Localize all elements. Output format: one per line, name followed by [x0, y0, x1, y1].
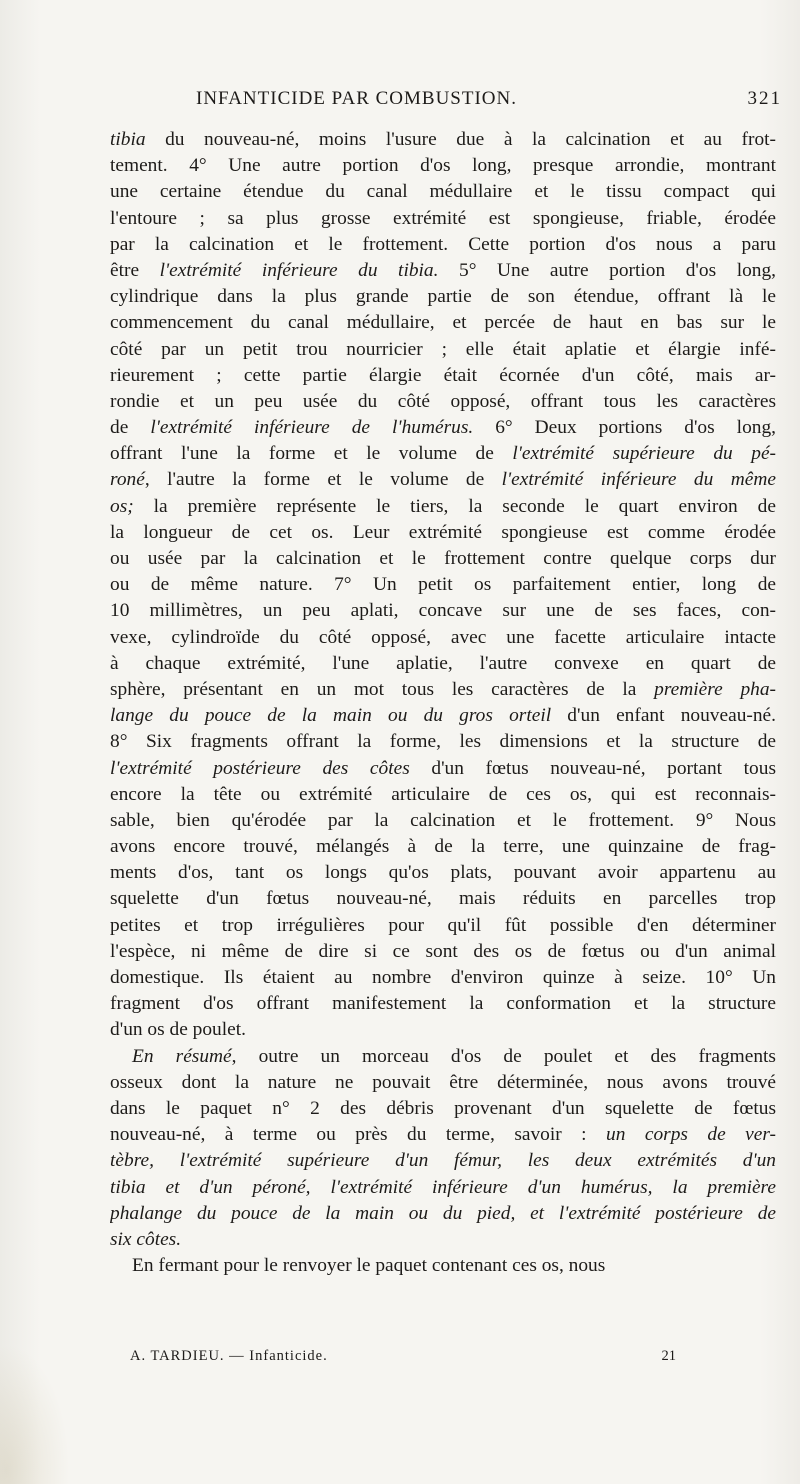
text-run: , outre un morceau d'os de poulet et des fragments: [231, 1045, 776, 1067]
text-line: [110, 1148, 776, 1174]
text-line: [110, 520, 776, 546]
text-line: [110, 206, 776, 232]
text-run: rieurement ; cette partie élargie était écornée d'un côté, mais ar-: [110, 364, 776, 386]
italic-text: En résumé: [132, 1045, 232, 1067]
text-run: dans le paquet n° 2 des débris provenant d'un squelette de fœtus: [110, 1097, 776, 1119]
body-text: [110, 127, 776, 1279]
running-title: INFANTICIDE PAR COMBUSTION.: [196, 88, 517, 109]
text-line: [110, 808, 776, 834]
text-run: nouveau-né, à terme ou près du terme, savoir :: [110, 1124, 607, 1146]
italic-text: tèbre, l'extrémité supérieure d'un fémur, les deux extrémités d'un: [110, 1150, 776, 1172]
italic-text: première pha-: [654, 678, 776, 700]
text-run: squelette d'un fœtus nouveau-né, mais réduits en parcelles trop: [110, 888, 776, 910]
italic-text: roné: [110, 469, 145, 491]
italic-text: os;: [110, 495, 134, 517]
footer-author-reference: A. TARDIEU. — Infanticide.: [130, 1348, 328, 1364]
text-line: [110, 886, 776, 912]
text-run: ments d'os, tant os longs qu'os plats, pouvant avoir appartenu au: [110, 862, 776, 884]
text-line: [110, 939, 776, 965]
text-line: [110, 677, 776, 703]
page-header: [196, 88, 782, 118]
text-line: [110, 965, 776, 991]
text-line: [110, 127, 776, 153]
text-run: d'un enfant nouveau-né.: [551, 705, 776, 727]
text-run: l'entoure ; sa plus grosse extrémité est spongieuse, friable, érodée: [110, 207, 776, 229]
text-run: fragment d'os offrant manifestement la conformation et la structure: [110, 993, 776, 1015]
text-line: [110, 860, 776, 886]
text-line: [110, 494, 776, 520]
text-line: [110, 1122, 776, 1148]
text-line: [110, 546, 776, 572]
text-line: [110, 1253, 776, 1279]
text-line: [110, 913, 776, 939]
text-run: cylindrique dans la plus grande partie de son étendue, offrant là le: [110, 286, 776, 308]
text-run: du nouveau-né, moins l'usure due à la calcination et au frot-: [145, 129, 776, 150]
text-line: [110, 1017, 776, 1043]
text-run: une certaine étendue du canal médullaire et le tissu compact qui: [110, 181, 776, 203]
text-run: domestique. Ils étaient au nombre d'environ quinze à seize. 10° Un: [110, 967, 776, 988]
text-line: [110, 284, 776, 310]
text-line: [110, 232, 776, 258]
text-run: osseux dont la nature ne pouvait être déterminée, nous avons trouvé: [110, 1071, 776, 1093]
text-run: encore la tête ou extrémité articulaire de ces os, qui est reconnais-: [110, 783, 776, 805]
text-line: [110, 1044, 776, 1070]
text-run: sphère, présentant en un mot tous les caractères de la: [110, 678, 655, 700]
text-run: , l'autre la forme et le volume de: [144, 469, 502, 491]
text-line: [110, 415, 776, 441]
text-line: [110, 153, 776, 179]
text-run: vexe, cylindroïde du côté opposé, avec une facette articulaire intacte: [110, 626, 776, 648]
text-line: [110, 598, 776, 624]
text-line: [110, 756, 776, 782]
text-line: [110, 179, 776, 205]
text-line: [110, 310, 776, 336]
text-run: petites et trop irrégulières pour qu'il fût possible d'en déterminer: [110, 914, 776, 936]
text-run: d'un os de poulet.: [110, 1019, 246, 1041]
italic-text: l'extrémité inférieure du tibia.: [159, 259, 439, 281]
text-run: tement. 4° Une autre portion d'os long, presque arrondie, montrant: [110, 155, 776, 177]
text-line: [110, 1175, 776, 1201]
text-line: [110, 389, 776, 415]
text-run: par la calcination et le frottement. Cette portion d'os nous a paru: [110, 233, 776, 255]
text-run: d'un fœtus nouveau-né, portant tous: [409, 757, 776, 779]
italic-text: l'extrémité inférieure de l'humérus.: [150, 417, 474, 439]
italic-text: l'extrémité inférieure du même: [501, 469, 776, 491]
text-line: [110, 467, 776, 493]
text-line: [110, 703, 776, 729]
italic-text: l'extrémité postérieure des côtes: [110, 757, 410, 779]
text-line: [110, 834, 776, 860]
text-run: l'espèce, ni même de dire si ce sont des os de fœtus ou d'un animal: [110, 940, 776, 962]
text-line: [110, 1070, 776, 1096]
footer-signature-mark: 21: [661, 1348, 676, 1364]
text-run: la première représente le tiers, la seconde le quart environ de: [133, 495, 776, 517]
text-run: commencement du canal médullaire, et percée de haut en bas sur le: [110, 312, 776, 334]
text-run: être: [110, 259, 160, 281]
page-footer: [130, 1348, 676, 1370]
text-run: rondie et un peu usée du côté opposé, offrant tous les caractères: [110, 390, 776, 412]
text-line: [110, 782, 776, 808]
text-run: avons encore trouvé, mélangés à de la terre, une quinzaine de frag-: [110, 836, 776, 858]
text-run: 8° Six fragments offrant la forme, les dimensions et la structure de: [110, 731, 776, 753]
text-line: [110, 337, 776, 363]
text-line: [110, 625, 776, 651]
text-line: [110, 1227, 776, 1253]
text-line: [110, 572, 776, 598]
text-run: ou usée par la calcination et le frottement contre quelque corps dur: [110, 548, 776, 569]
text-line: [110, 729, 776, 755]
text-run: 10 millimètres, un peu aplati, concave sur une de ses faces, con-: [110, 600, 776, 622]
text-run: à chaque extrémité, l'une aplatie, l'autre convexe en quart de: [110, 652, 776, 674]
text-run: En fermant pour le renvoyer le paquet contenant ces os, nous: [132, 1255, 606, 1277]
text-line: [110, 1201, 776, 1227]
paper-stain: [0, 1344, 70, 1484]
text-line: [110, 258, 776, 284]
italic-text: tibia: [110, 129, 146, 150]
text-line: [110, 441, 776, 467]
text-line: [110, 363, 776, 389]
italic-text: un corps de ver-: [606, 1124, 776, 1146]
italic-text: tibia et d'un péroné, l'extrémité inférieure d'un humérus, la première: [110, 1176, 776, 1198]
page-number: 321: [747, 88, 782, 109]
text-run: 6° Deux portions d'os long,: [473, 417, 776, 439]
text-run: offrant l'une la forme et le volume de: [110, 443, 513, 465]
italic-text: l'extrémité supérieure du pé-: [512, 443, 776, 465]
text-run: sable, bien qu'érodée par la calcination et le frottement. 9° Nous: [110, 809, 776, 831]
italic-text: lange du pouce de la main ou du gros orteil: [110, 705, 552, 727]
text-line: [110, 991, 776, 1017]
text-run: côté par un petit trou nourricier ; elle était aplatie et élargie infé-: [110, 338, 776, 360]
text-line: [110, 651, 776, 677]
text-run: ou de même nature. 7° Un petit os parfaitement entier, long de: [110, 574, 776, 596]
text-run: de: [110, 417, 151, 439]
text-line: [110, 1096, 776, 1122]
text-run: la longueur de cet os. Leur extrémité spongieuse est comme érodée: [110, 521, 776, 543]
italic-text: six côtes.: [110, 1228, 182, 1250]
italic-text: phalange du pouce de la main ou du pied, et l'extrémité postérieure de: [110, 1202, 776, 1224]
text-run: 5° Une autre portion d'os long,: [438, 259, 776, 281]
